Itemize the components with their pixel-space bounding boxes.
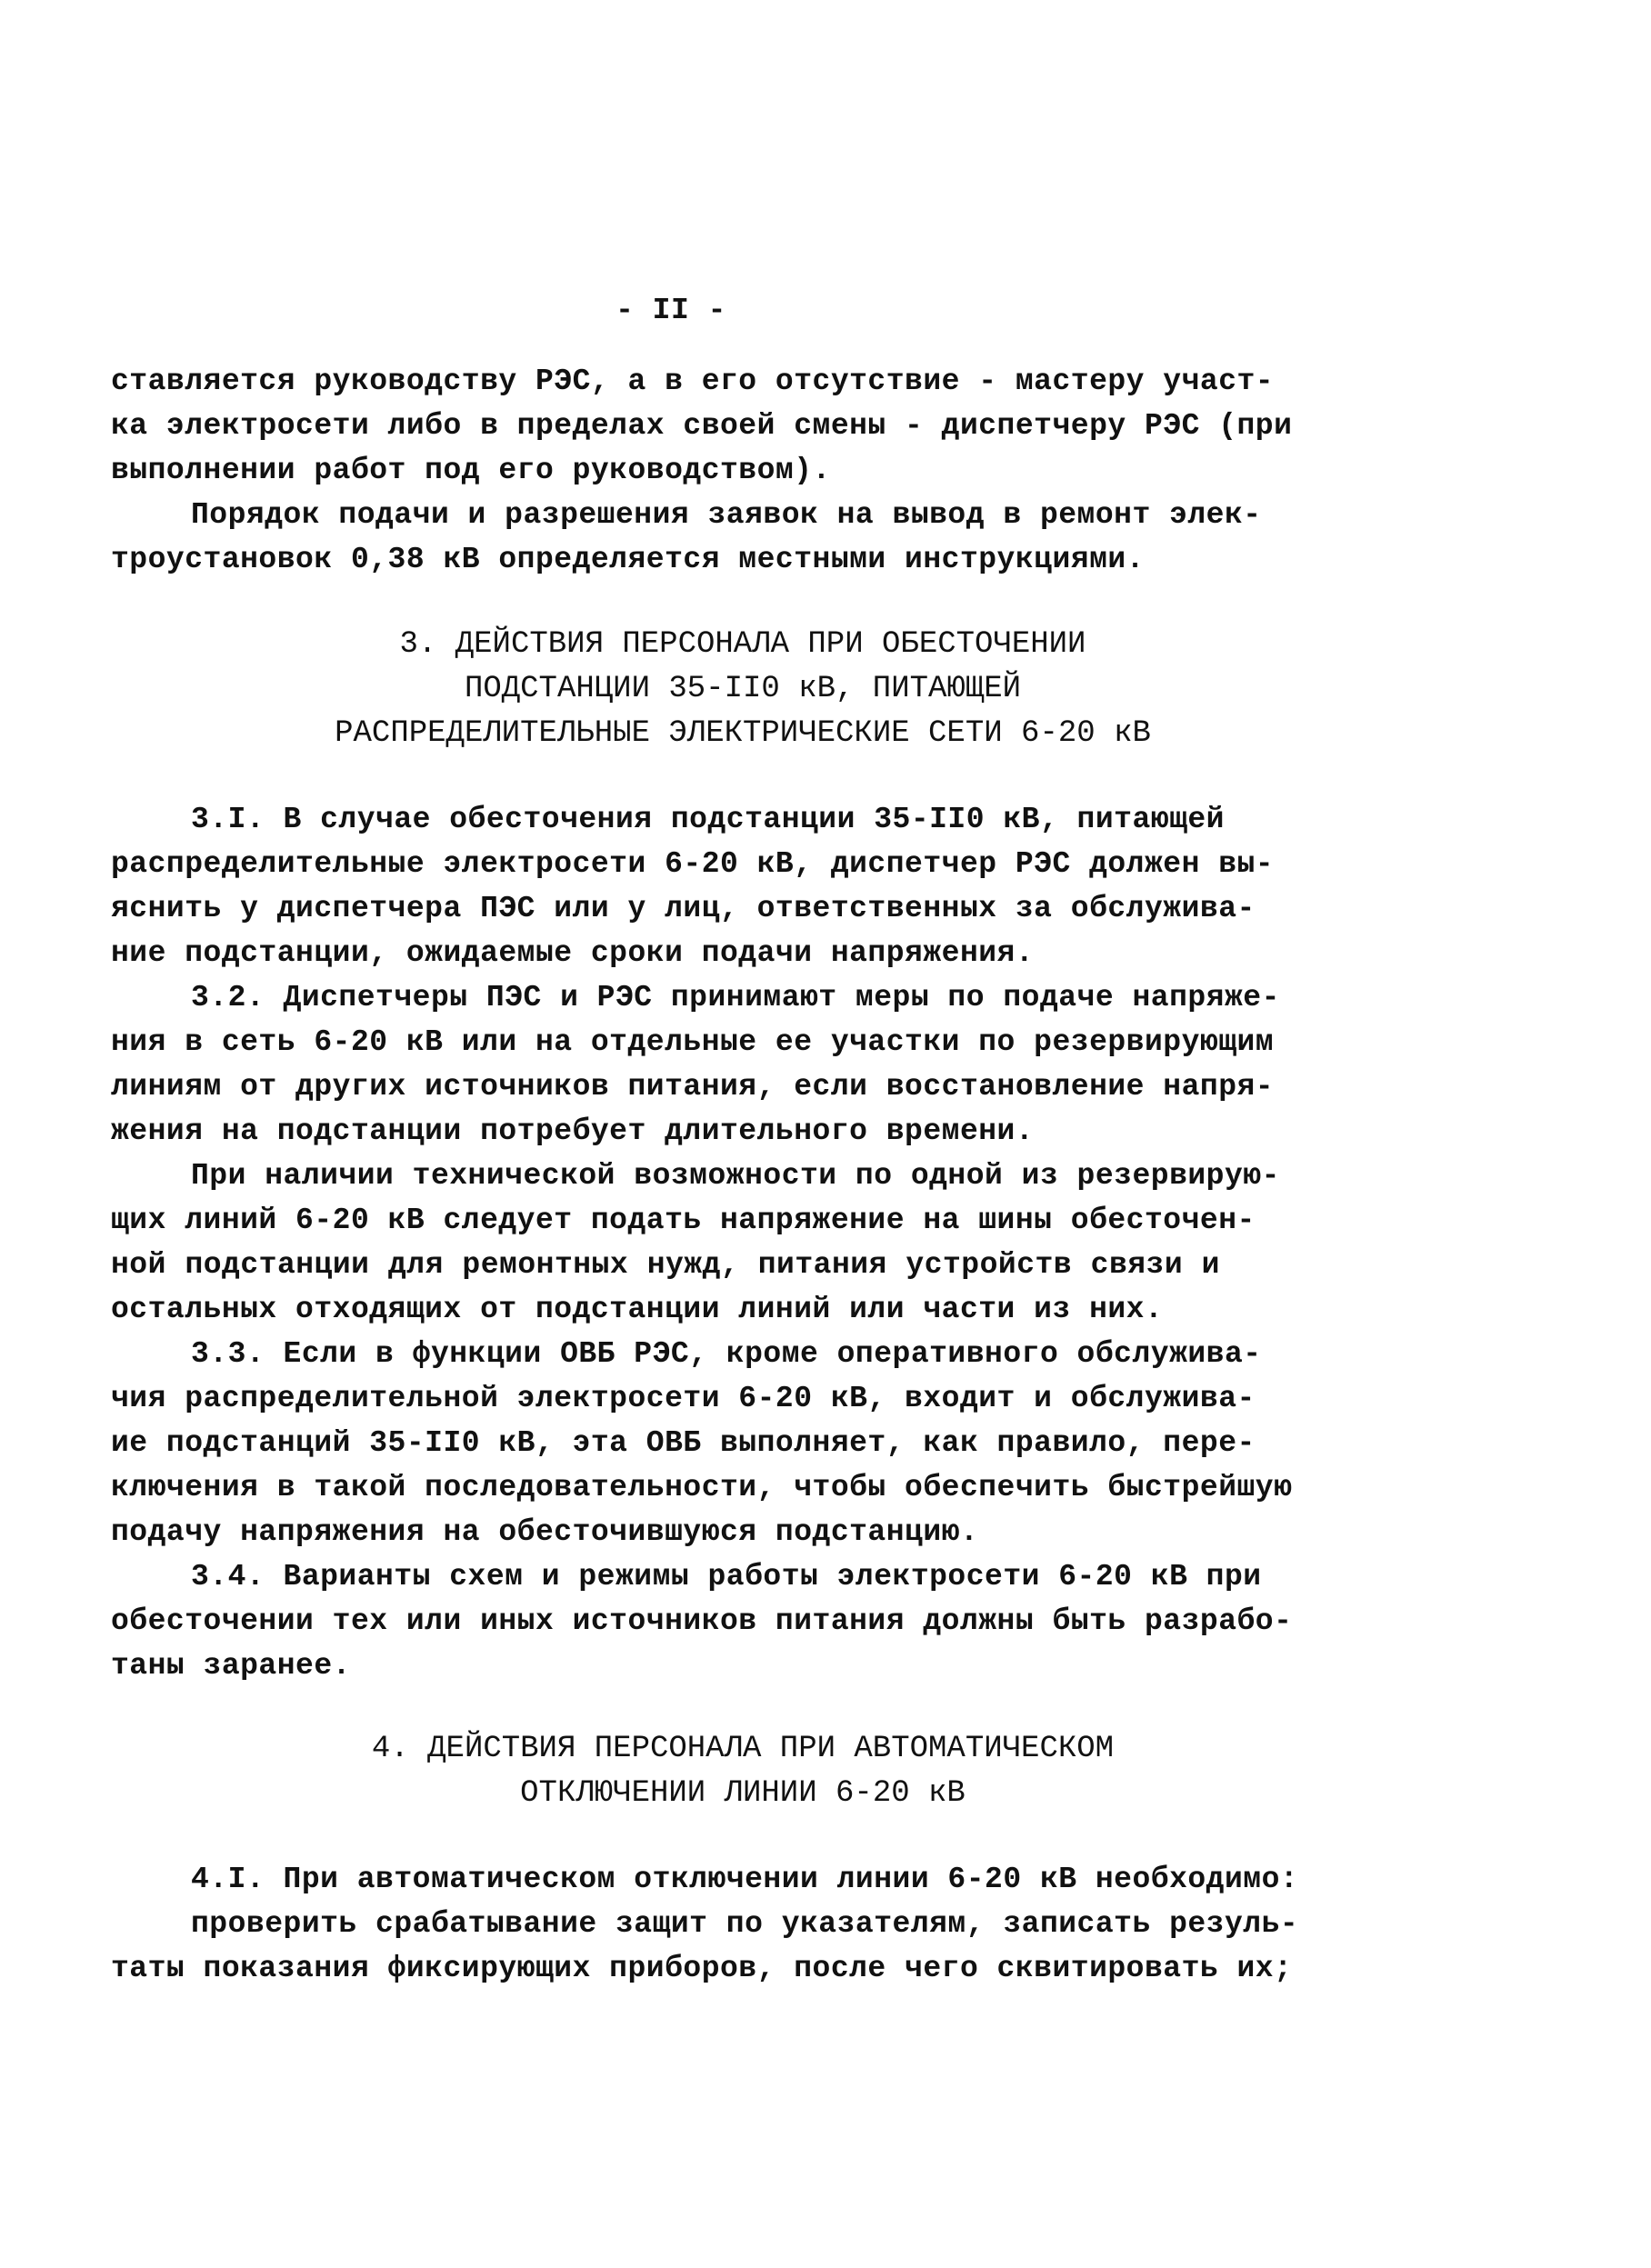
section3-line: распределительные электросети 6-20 кВ, диспетчер РЭС должен вы-	[111, 847, 1275, 881]
section4-line: проверить срабатывание защит по указателям, записать резуль-	[191, 1907, 1299, 1941]
section3-line: ния в сеть 6-20 кВ или на отдельные ее участки по резервирующим	[111, 1025, 1275, 1059]
section3-line: ной подстанции для ремонтных нужд, питания устройств связи и	[111, 1248, 1220, 1282]
section4-heading: 4. ДЕЙСТВИЯ ПЕРСОНАЛА ПРИ АВТОМАТИЧЕСКОМ	[371, 1732, 1115, 1766]
section3-line: ие подстанций 35-II0 кВ, эта ОВБ выполняет, как правило, пере-	[111, 1426, 1256, 1460]
section3-line: остальных отходящих от подстанции линий или части из них.	[111, 1293, 1164, 1326]
section3-heading: 3. ДЕЙСТВИЯ ПЕРСОНАЛА ПРИ ОБЕСТОЧЕНИИ	[399, 627, 1086, 662]
section3-line: обесточении тех или иных источников питания должны быть разрабо-	[111, 1604, 1293, 1638]
section3-heading: РАСПРЕДЕЛИТЕЛЬНЫЕ ЭЛЕКТРИЧЕСКИЕ СЕТИ 6-20 кВ	[335, 716, 1151, 751]
intro-line: троустановок 0,38 кВ определяется местными инструкциями.	[111, 543, 1145, 576]
section4-heading: ОТКЛЮЧЕНИИ ЛИНИИ 6-20 кВ	[520, 1776, 966, 1811]
section4-line: таты показания фиксирующих приборов, после чего сквитировать их;	[111, 1952, 1293, 1985]
section3-line: При наличии технической возможности по одной из резервирую-	[191, 1159, 1280, 1193]
intro-line: ка электросети либо в пределах своей смены - диспетчеру РЭС (при	[111, 409, 1293, 443]
section3-line: ключения в такой последовательности, чтобы обеспечить быстрейшую	[111, 1471, 1293, 1504]
section4-line: 4.I. При автоматическом отключении линии 6-20 кВ необходимо:	[191, 1863, 1299, 1896]
section3-line: 3.I. В случае обесточения подстанции 35-II0 кВ, питающей	[191, 803, 1225, 836]
section3-line: 3.4. Варианты схем и режимы работы электросети 6-20 кВ при	[191, 1560, 1262, 1594]
section3-line: 3.2. Диспетчеры ПЭС и РЭС принимают меры по подаче напряже-	[191, 981, 1280, 1014]
intro-line: выполнении работ под его руководством).	[111, 454, 831, 487]
section3-line: яснить у диспетчера ПЭС или у лиц, ответственных за обслужива-	[111, 892, 1256, 925]
section3-line: щих линий 6-20 кВ следует подать напряжение на шины обесточен-	[111, 1204, 1256, 1237]
section3-line: чия распределительной электросети 6-20 кВ, входит и обслужива-	[111, 1382, 1256, 1415]
section3-line: 3.3. Если в функции ОВБ РЭС, кроме оперативного обслужива-	[191, 1337, 1262, 1371]
section3-line: линиям от других источников питания, если восстановление напря-	[111, 1070, 1275, 1104]
section3-line: подачу напряжения на обесточившуюся подстанцию.	[111, 1515, 979, 1549]
section3-line: ние подстанции, ожидаемые сроки подачи напряжения.	[111, 936, 1035, 970]
intro-line: Порядок подачи и разрешения заявок на вывод в ремонт элек-	[191, 498, 1262, 532]
page-number: - II -	[615, 294, 726, 327]
section3-heading: ПОДСТАНЦИИ 35-II0 кВ, ПИТАЮЩЕЙ	[464, 672, 1022, 706]
intro-line: ставляется руководству РЭС, а в его отсутствие - мастеру участ-	[111, 365, 1275, 398]
section3-line: таны заранее.	[111, 1649, 351, 1683]
section3-line: жения на подстанции потребует длительного времени.	[111, 1114, 1035, 1148]
